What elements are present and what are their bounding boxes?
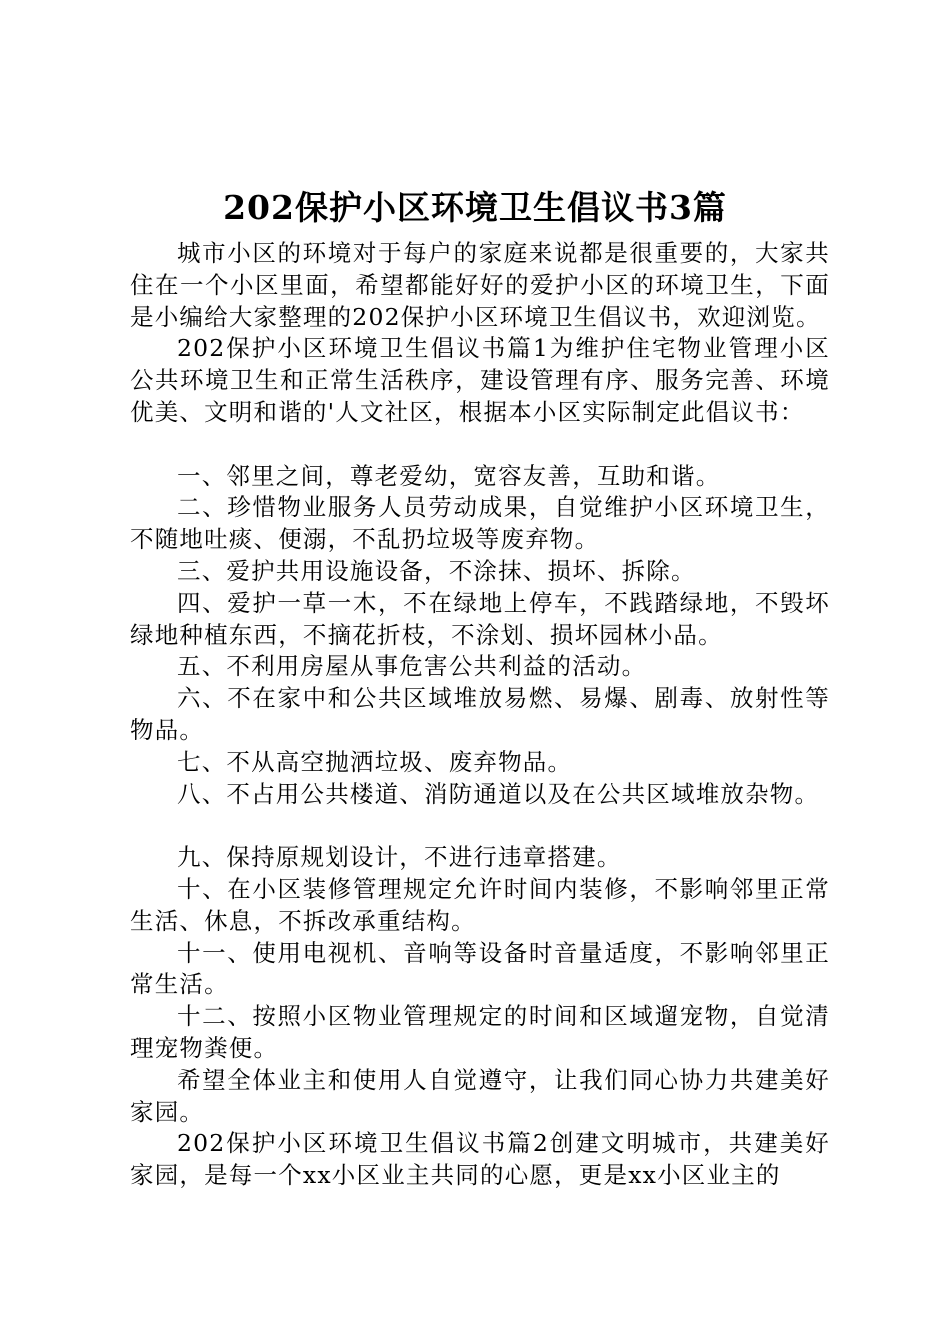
paragraph-article-2-intro: 202保护小区环境卫生倡议书篇2创建文明城市，共建美好家园，是每一个xx小区业主共同的心愿，更是xx小区业主的 <box>130 1129 830 1190</box>
paragraph-closing: 希望全体业主和使用人自觉遵守，让我们同心协力共建美好家园。 <box>130 1065 830 1126</box>
document-title: 202保护小区环境卫生倡议书3篇 <box>223 188 727 227</box>
paragraph-item-6: 六、不在家中和公共区域堆放易燃、易爆、剧毒、放射性等物品。 <box>130 684 830 744</box>
paragraph-item-11: 十一、使用电视机、音响等设备时音量适度，不影响邻里正常生活。 <box>130 938 830 999</box>
document-body <box>130 238 830 1192</box>
paragraph-item-8: 八、不占用公共楼道、消防通道以及在公共区域堆放杂物。 <box>177 779 820 808</box>
paragraph-item-12: 十二、按照小区物业管理规定的时间和区域遛宠物，自觉清理宠物粪便。 <box>130 1002 830 1062</box>
paragraph-item-4: 四、爱护一草一木，不在绿地上停车，不践踏绿地，不毁坏绿地种植东西，不摘花折枝，不涂划、损坏园林小品。 <box>130 588 830 649</box>
paragraph-article-1-intro: 202保护小区环境卫生倡议书篇1为维护住宅物业管理小区公共环境卫生和正常生活秩序，建设管理有序、服务完善、环境优美、文明和谐的'人文社区，根据本小区实际制定此倡议书： <box>130 334 830 426</box>
paragraph-intro: 城市小区的环境对于每户的家庭来说都是很重要的，大家共住在一个小区里面，希望都能好好的爱护小区的环境卫生，下面是小编给大家整理的202保护小区环境卫生倡议书，欢迎浏览。 <box>130 239 830 331</box>
paragraph-item-1: 一、邻里之间，尊老爱幼，宽容友善，互助和谐。 <box>177 461 721 490</box>
paragraph-item-5: 五、不利用房屋从事危害公共利益的活动。 <box>177 652 647 681</box>
paragraph-item-10: 十、在小区装修管理规定允许时间内装修，不影响邻里正常生活、休息，不拆改承重结构。 <box>130 874 830 935</box>
paragraph-item-2: 二、珍惜物业服务人员劳动成果，自觉维护小区环境卫生，不随地吐痰、便溺，不乱扔垃圾等废弃物。 <box>130 493 830 554</box>
paragraph-item-3: 三、爱护共用设施设备，不涂抹、损坏、拆除。 <box>177 556 696 585</box>
paragraph-item-9: 九、保持原规划设计，不进行违章搭建。 <box>177 843 622 872</box>
paragraph-item-7: 七、不从高空抛洒垃圾、废弃物品。 <box>177 747 573 776</box>
